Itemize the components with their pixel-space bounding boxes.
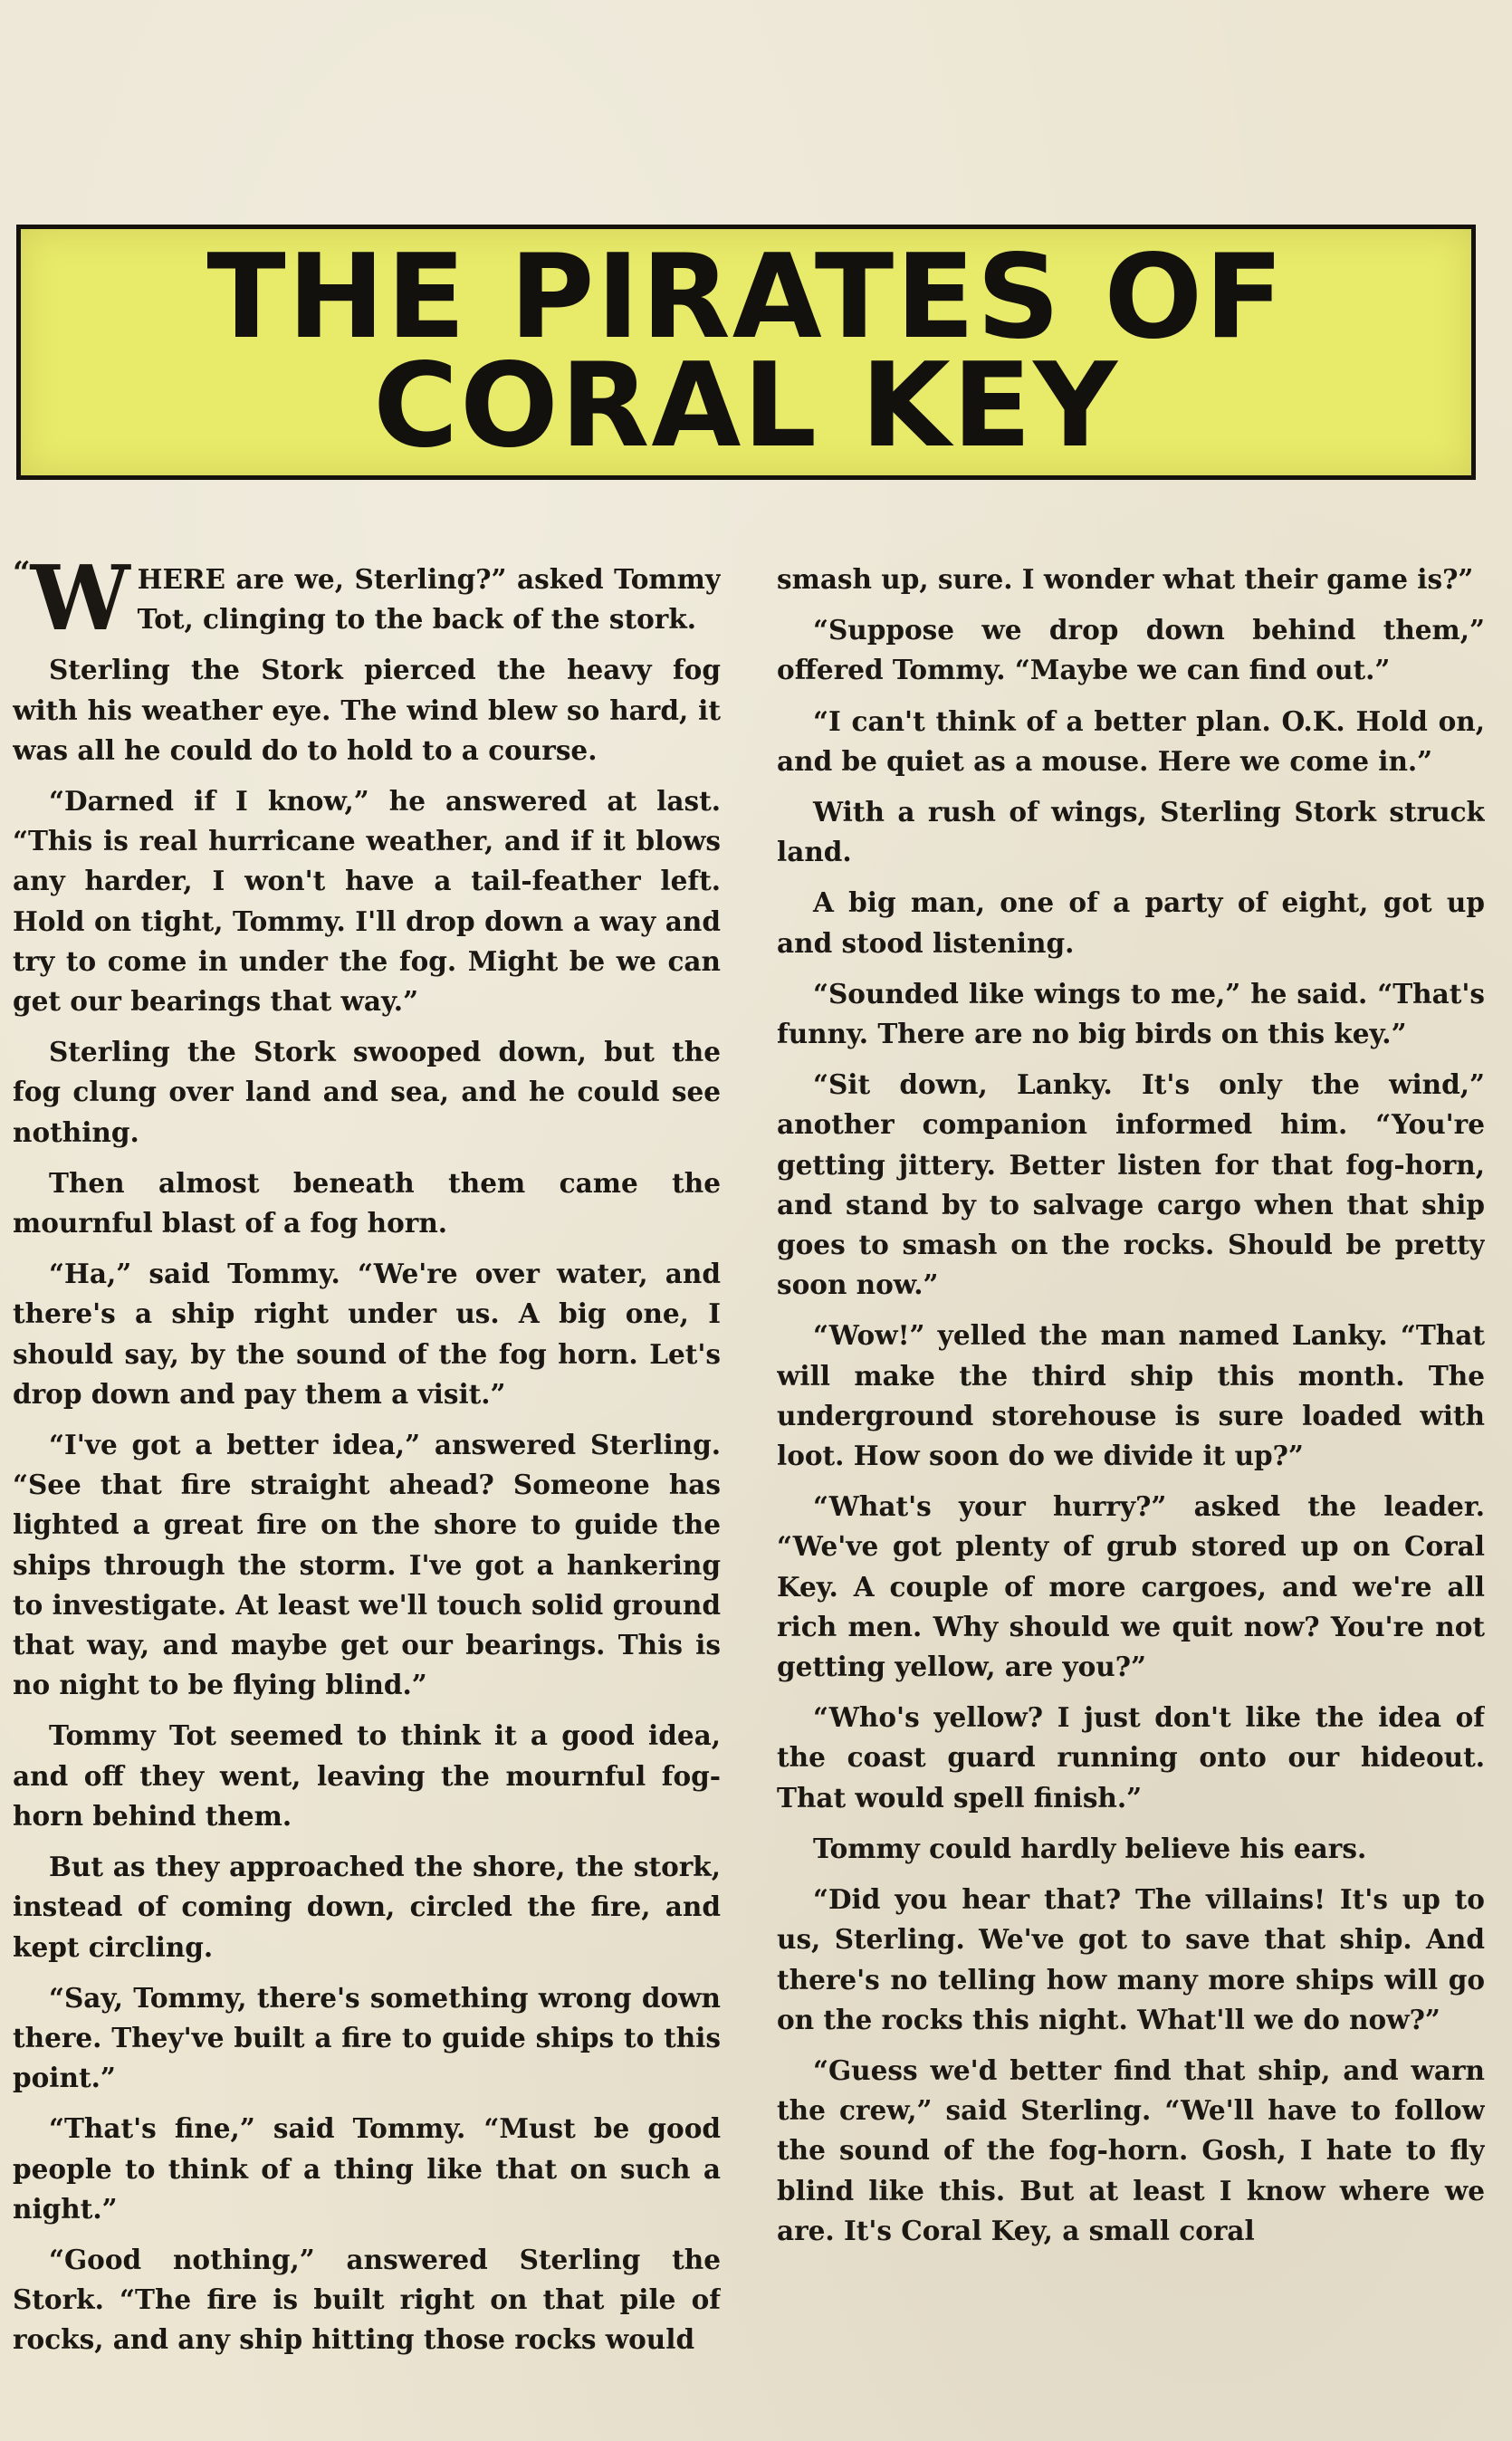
paragraph: Tommy Tot seemed to think it a good idea, and off they went, leaving the mournful fog-horn behind them. [13, 1719, 721, 1832]
drop-cap: W [30, 560, 130, 651]
paragraph: “Wow!” yelled the man named Lanky. “That will make the third ship this month. The underground storehouse is sure loaded with loot. How soon do we divide it up?” [777, 1319, 1485, 1472]
right-column [777, 560, 1485, 2407]
paragraph: “Good nothing,” answered Sterling the Stork. “The fire is built right on that pile of rocks, and any ship hitting those rocks would [13, 2243, 721, 2356]
paragraph: A big man, one of a party of eight, got up and stood listening. [777, 886, 1485, 959]
paragraph: “I've got a better idea,” answered Sterling. “See that fire straight ahead? Someone has lighted a great fire on the shore to guide the ships through the storm. I've got a hankering to investigate. At least we'll touch solid ground that way, and maybe get our bearings. This is no night to be flying blind.” [13, 1429, 721, 1701]
title-banner [16, 225, 1476, 480]
paragraph: “Guess we'd better find that ship, and warn the crew,” said Sterling. “We'll have to follow the sound of the fog-horn. Gosh, I hate to fly blind like this. But at least I know where we are. It's Coral Key, a small coral [777, 2053, 1485, 2246]
paragraph: Sterling the Stork pierced the heavy fog with his weather eye. The wind blew so hard, it was all he could do to hold to a course. [13, 654, 721, 766]
paragraph [13, 560, 721, 651]
paragraph: “Suppose we drop down behind them,” offered Tommy. “Maybe we can find out.” [777, 614, 1485, 686]
title-line-2: CORAL KEY [373, 339, 1119, 474]
bleed-through-text [18, 136, 1494, 217]
paragraph: “Darned if I know,” he answered at last. “This is real hurricane weather, and if it blows any harder, I won't have a tail-feather left. Hold on tight, Tommy. I'll drop down a way and try to come in under the fog. Might be we can get our bearings that way.” [13, 785, 721, 1018]
paragraph: Then almost beneath them came the mournful blast of a fog horn. [13, 1166, 721, 1240]
paragraph: “Say, Tommy, there's something wrong down there. They've built a fire to guide ships to this point.” [13, 1981, 721, 2094]
paragraph: smash up, sure. I wonder what their game is?” [777, 563, 1474, 595]
title-line-1: THE PIRATES OF [206, 230, 1286, 365]
paragraph: “Did you hear that? The villains! It's up to us, Sterling. We've got to save that ship. And there's no telling how many more ships will go on the rocks this night. What'll we do now?” [777, 1883, 1485, 2035]
paragraph: “Sit down, Lanky. It's only the wind,” another companion informed him. “You're getting jittery. Better listen for that fog-horn, and stand by to salvage cargo when that ship goes to smash on the rocks. Should be pretty soon now.” [777, 1068, 1485, 1301]
paragraph: “I can't think of a better plan. O.K. Hold on, and be quiet as a mouse. Here we come in.” [777, 704, 1485, 777]
paragraph: But as they approached the shore, the stork, instead of coming down, circled the fire, and kept circling. [13, 1851, 721, 1963]
paragraph: Tommy could hardly believe his ears. [813, 1832, 1367, 1864]
paragraph: “Sounded like wings to me,” he said. “That's funny. There are no big birds on this key.” [777, 977, 1485, 1050]
paragraph: Sterling the Stork swooped down, but the fog clung over land and sea, and he could see nothing. [13, 1036, 721, 1148]
paragraph: “Who's yellow? I just don't like the idea of the coast guard running onto our hideout. That would spell finish.” [777, 1701, 1485, 1814]
paragraph: “Ha,” said Tommy. “We're over water, and there's a ship right under us. A big one, I should say, by the sound of the fog horn. Let's drop down and pay them a visit.” [13, 1258, 721, 1410]
left-column [13, 560, 721, 2407]
paragraph: With a rush of wings, Sterling Stork struck land. [777, 796, 1485, 868]
opening-quote: “ [13, 560, 31, 591]
paragraph: “What's your hurry?” asked the leader. “We've got plenty of grub stored up on Coral Key. A couple of more cargoes, and we're all rich men. Why should we quit now? You're not getting yellow, are you?” [777, 1490, 1485, 1683]
paragraph: “That's fine,” said Tommy. “Must be good people to think of a thing like that on such a night.” [13, 2112, 721, 2225]
paragraph-text: HERE are we, Sterling?” asked Tommy Tot, clinging to the back of the stork. [137, 563, 721, 636]
